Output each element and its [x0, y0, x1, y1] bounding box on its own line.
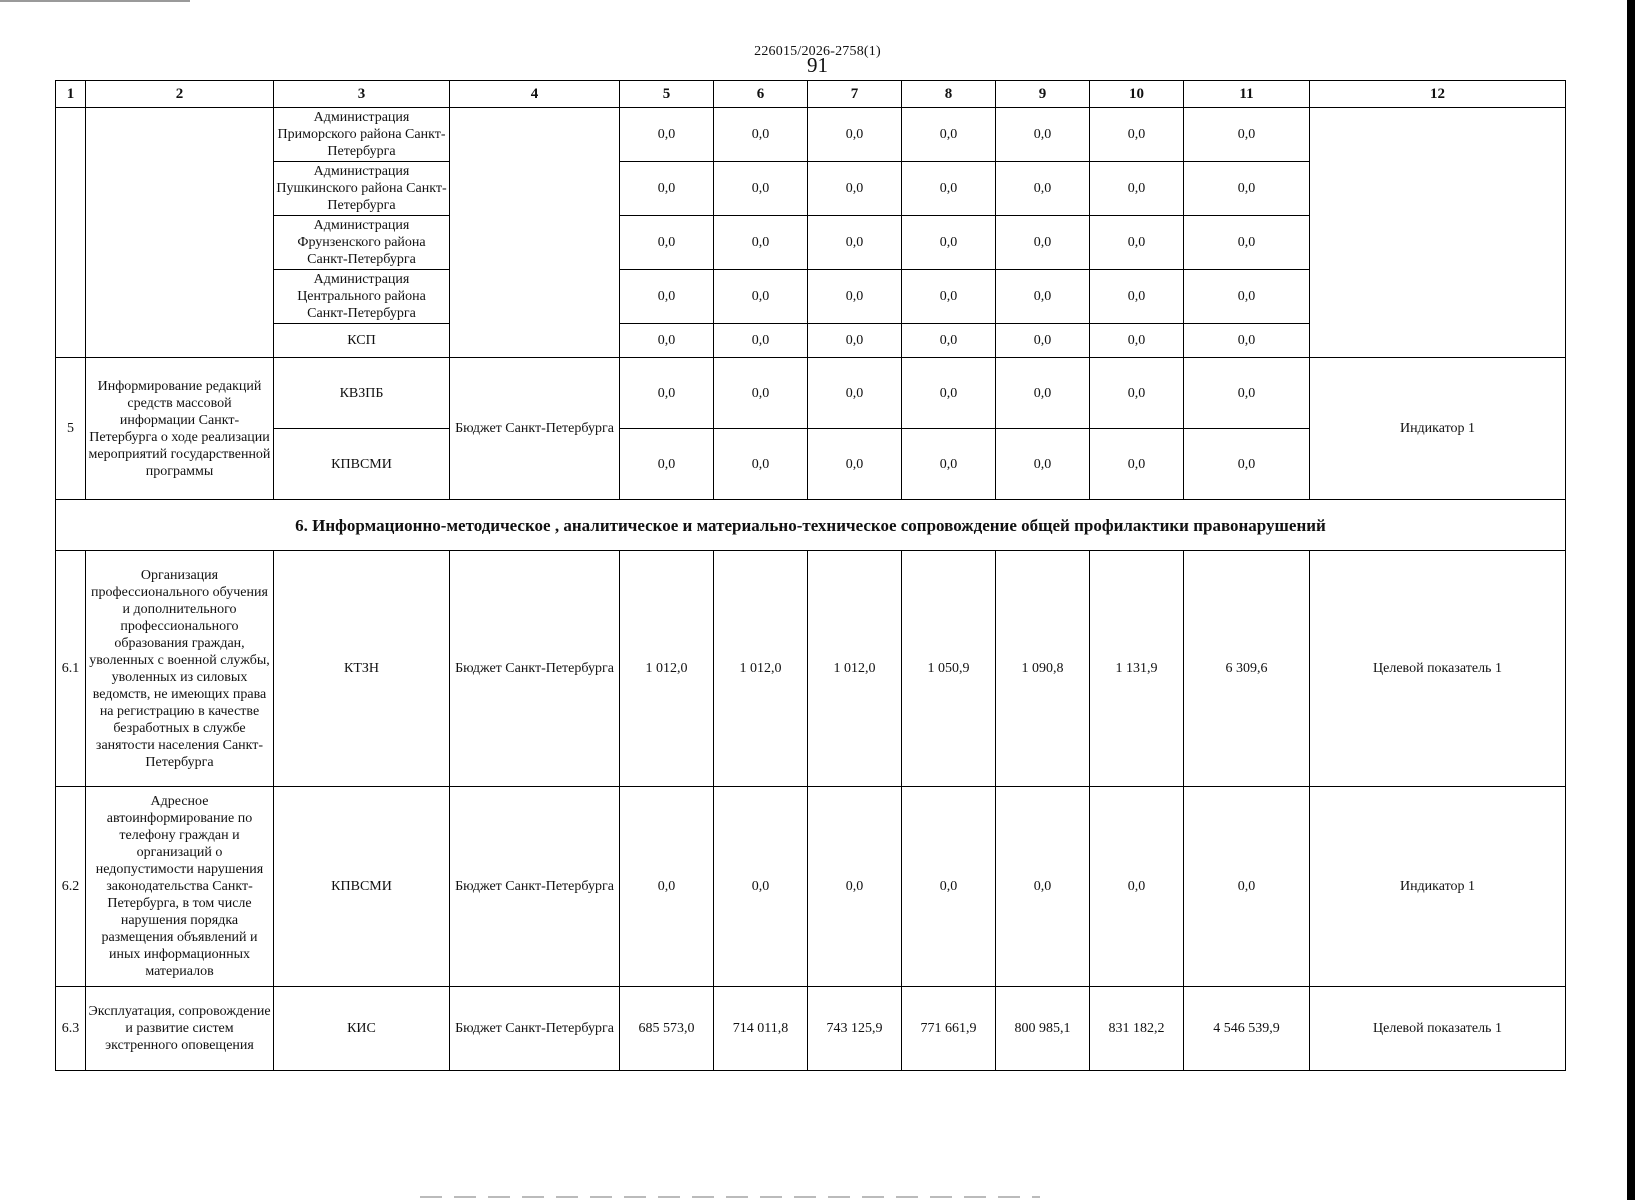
indicator-cell: Целевой показатель 1 [1310, 987, 1566, 1071]
row-name-cell [86, 108, 274, 358]
value-cell: 743 125,9 [808, 987, 902, 1071]
col-num-8: 8 [902, 81, 996, 108]
indicator-cell: Целевой показатель 1 [1310, 551, 1566, 787]
column-number-row [56, 81, 1566, 108]
col-num-10: 10 [1090, 81, 1184, 108]
value-cell: 0,0 [808, 216, 902, 270]
value-cell: 0,0 [620, 429, 714, 500]
executor-cell: Администрация Центрального района Санкт-Петербурга [274, 270, 450, 324]
executor-cell: КИС [274, 987, 450, 1071]
value-cell: 0,0 [1184, 108, 1310, 162]
measure-name-cell: Организация профессионального обучения и дополнительного профессионального образования граждан, уволенных с военной службы, уволенных из силовых ведомств, не имеющих права на регистрацию в качестве безработных в службе занятости населения Санкт-Петербурга [86, 551, 274, 787]
value-cell: 800 985,1 [996, 987, 1090, 1071]
value-cell: 0,0 [620, 358, 714, 429]
value-cell: 1 012,0 [714, 551, 808, 787]
value-cell: 0,0 [1184, 216, 1310, 270]
table-row [56, 108, 1566, 162]
value-cell: 4 546 539,9 [1184, 987, 1310, 1071]
value-cell: 0,0 [1090, 787, 1184, 987]
executor-cell: КСП [274, 324, 450, 358]
value-cell: 0,0 [996, 162, 1090, 216]
executor-cell: Администрация Пушкинского района Санкт-Петербурга [274, 162, 450, 216]
table-row [56, 551, 1566, 787]
value-cell: 0,0 [620, 216, 714, 270]
measure-name-cell: Эксплуатация, сопровождение и развитие систем экстренного оповещения [86, 987, 274, 1071]
executor-cell: Администрация Приморского района Санкт-Петербурга [274, 108, 450, 162]
row-num-cell: 6.3 [56, 987, 86, 1071]
value-cell: 714 011,8 [714, 987, 808, 1071]
value-cell: 1 012,0 [808, 551, 902, 787]
source-cell: Бюджет Санкт-Петербурга [450, 987, 620, 1071]
col-num-9: 9 [996, 81, 1090, 108]
value-cell: 0,0 [620, 270, 714, 324]
value-cell: 0,0 [996, 216, 1090, 270]
value-cell: 0,0 [902, 324, 996, 358]
section-row [56, 500, 1566, 551]
value-cell: 0,0 [1090, 216, 1184, 270]
value-cell: 0,0 [808, 162, 902, 216]
value-cell: 0,0 [902, 108, 996, 162]
value-cell: 0,0 [1184, 324, 1310, 358]
value-cell: 0,0 [902, 358, 996, 429]
value-cell: 0,0 [1184, 358, 1310, 429]
row-num-cell: 6.2 [56, 787, 86, 987]
source-cell: Бюджет Санкт-Петербурга [450, 358, 620, 500]
value-cell: 771 661,9 [902, 987, 996, 1071]
value-cell: 0,0 [808, 270, 902, 324]
col-num-2: 2 [86, 81, 274, 108]
executor-cell: Администрация Фрунзенского района Санкт-Петербурга [274, 216, 450, 270]
value-cell: 1 131,9 [1090, 551, 1184, 787]
scan-artifact-bottom [420, 1196, 1040, 1198]
source-cell [450, 108, 620, 358]
value-cell: 0,0 [714, 108, 808, 162]
value-cell: 0,0 [714, 324, 808, 358]
value-cell: 0,0 [996, 270, 1090, 324]
value-cell: 0,0 [714, 216, 808, 270]
col-num-3: 3 [274, 81, 450, 108]
source-cell: Бюджет Санкт-Петербурга [450, 787, 620, 987]
value-cell: 6 309,6 [1184, 551, 1310, 787]
value-cell: 0,0 [902, 216, 996, 270]
source-cell: Бюджет Санкт-Петербурга [450, 551, 620, 787]
row-num-cell: 6.1 [56, 551, 86, 787]
value-cell: 0,0 [1090, 162, 1184, 216]
value-cell: 1 090,8 [996, 551, 1090, 787]
executor-cell: КПВСМИ [274, 429, 450, 500]
value-cell: 0,0 [620, 108, 714, 162]
executor-cell: КВЗПБ [274, 358, 450, 429]
value-cell: 0,0 [1184, 270, 1310, 324]
value-cell: 0,0 [808, 108, 902, 162]
indicator-cell: Индикатор 1 [1310, 358, 1566, 500]
value-cell: 0,0 [808, 429, 902, 500]
value-cell: 0,0 [902, 429, 996, 500]
value-cell: 0,0 [1090, 270, 1184, 324]
value-cell: 0,0 [808, 787, 902, 987]
value-cell: 0,0 [808, 324, 902, 358]
col-num-6: 6 [714, 81, 808, 108]
value-cell: 0,0 [996, 787, 1090, 987]
value-cell: 0,0 [996, 108, 1090, 162]
value-cell: 0,0 [620, 787, 714, 987]
document-code: 226015/2026-2758(1) [754, 44, 881, 59]
value-cell: 685 573,0 [620, 987, 714, 1071]
value-cell: 0,0 [714, 358, 808, 429]
value-cell: 0,0 [1090, 324, 1184, 358]
value-cell: 0,0 [620, 324, 714, 358]
row-num-cell: 5 [56, 358, 86, 500]
scan-edge-shadow [1627, 0, 1635, 1200]
col-num-11: 11 [1184, 81, 1310, 108]
value-cell: 0,0 [1090, 358, 1184, 429]
page-number: 91 [807, 53, 828, 77]
value-cell: 1 012,0 [620, 551, 714, 787]
value-cell: 0,0 [620, 162, 714, 216]
indicator-cell: Индикатор 1 [1310, 787, 1566, 987]
value-cell: 0,0 [808, 358, 902, 429]
col-num-7: 7 [808, 81, 902, 108]
section-6-title: 6. Информационно-методическое , аналитическое и материально-техническое сопровождение общей профилактики правонарушений [56, 500, 1566, 551]
value-cell: 831 182,2 [1090, 987, 1184, 1071]
value-cell: 0,0 [1090, 108, 1184, 162]
value-cell: 0,0 [714, 162, 808, 216]
value-cell: 0,0 [996, 358, 1090, 429]
measure-name-cell: Адресное автоинформирование по телефону граждан и организаций о недопустимости нарушения законодательства Санкт-Петербурга, в том числе нарушения порядка размещения объявлений и иных информационных материалов [86, 787, 274, 987]
executor-cell: КТЗН [274, 551, 450, 787]
value-cell: 0,0 [714, 429, 808, 500]
value-cell: 0,0 [1184, 787, 1310, 987]
scan-artifact-line [0, 0, 190, 2]
value-cell: 0,0 [996, 429, 1090, 500]
value-cell: 0,0 [714, 270, 808, 324]
executor-cell: КПВСМИ [274, 787, 450, 987]
value-cell: 0,0 [1090, 429, 1184, 500]
col-num-12: 12 [1310, 81, 1566, 108]
row-num-cell [56, 108, 86, 358]
table-row [56, 358, 1566, 429]
value-cell: 1 050,9 [902, 551, 996, 787]
measure-name-cell: Информирование редакций средств массовой информации Санкт-Петербурга о ходе реализации мероприятий государственной программы [86, 358, 274, 500]
value-cell: 0,0 [902, 270, 996, 324]
col-num-4: 4 [450, 81, 620, 108]
col-num-1: 1 [56, 81, 86, 108]
value-cell: 0,0 [1184, 162, 1310, 216]
table-row [56, 787, 1566, 987]
value-cell: 0,0 [902, 787, 996, 987]
value-cell: 0,0 [996, 324, 1090, 358]
col-num-5: 5 [620, 81, 714, 108]
value-cell: 0,0 [714, 787, 808, 987]
value-cell: 0,0 [902, 162, 996, 216]
program-table [55, 80, 1566, 1071]
indicator-cell [1310, 108, 1566, 358]
value-cell: 0,0 [1184, 429, 1310, 500]
table-row [56, 987, 1566, 1071]
